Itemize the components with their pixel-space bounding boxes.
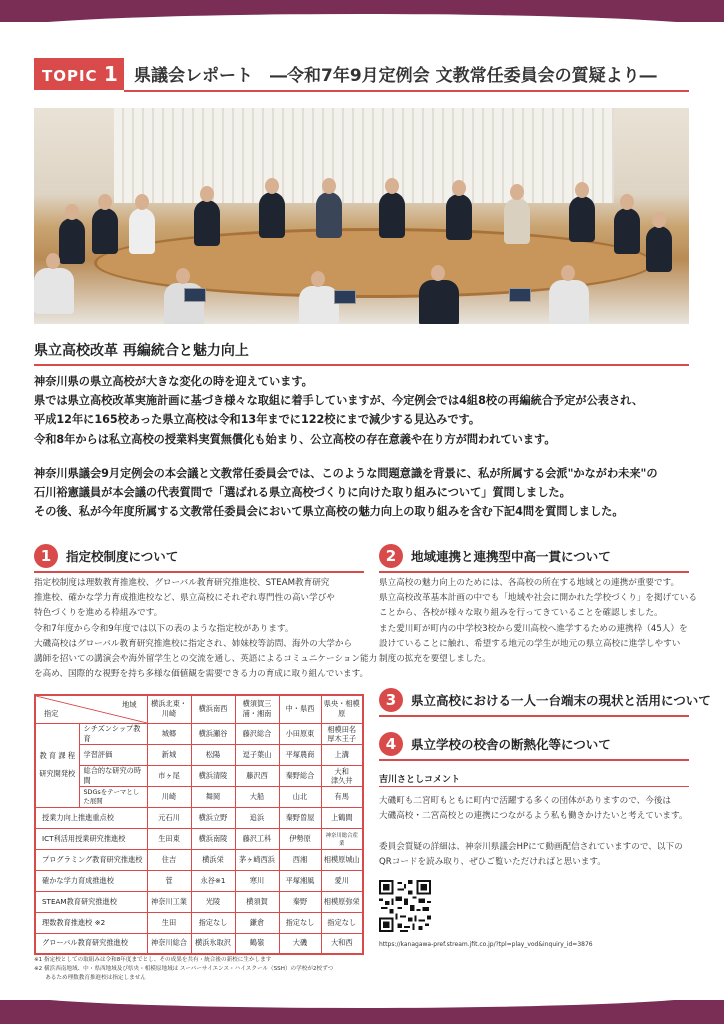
table-cell: 永谷※1 <box>191 870 235 891</box>
table-cell: 横浜瀬谷 <box>191 723 235 744</box>
committee-photo <box>34 108 689 324</box>
table-row <box>35 933 363 954</box>
photo-person <box>379 192 405 238</box>
body-line: 令和7年度から令和9年度では以下の表のような指定校があります。 <box>34 623 294 634</box>
qr-code[interactable] <box>379 880 431 932</box>
table-row <box>35 723 363 744</box>
item-divider <box>379 759 689 761</box>
table-corner-cell <box>35 695 147 723</box>
body-line: 大磯町も二宮町もともに町内で活躍する多くの団体がありますので、今後は <box>379 796 672 806</box>
table-row-label: 総合的な研究の時間 <box>79 765 147 786</box>
table-row-label: グローバル教育研究推進校 <box>35 933 147 954</box>
body-line: 委員会質疑の詳細は、神奈川県議会HPにて動画配信されていますので、以下の <box>379 842 683 852</box>
table-cell: 寒川 <box>235 870 279 891</box>
photo-head <box>311 271 325 287</box>
table-row-label: プログラミング教育研究推進校 <box>35 849 147 870</box>
table-row-label: 授業力向上推進重点校 <box>35 807 147 828</box>
table-header-cell: 横浜北東・川崎 <box>147 695 191 723</box>
table-header-cell: 横須賀三浦・湘南 <box>235 695 279 723</box>
photo-laptop <box>184 288 206 302</box>
table-cell: 大和西 <box>321 933 363 954</box>
table-row <box>35 786 363 807</box>
photo-head <box>322 178 336 194</box>
table-cell: 大和 津久井 <box>321 765 363 786</box>
table-cell: 川崎 <box>147 786 191 807</box>
table-cell: 逗子葉山 <box>235 744 279 765</box>
header-divider <box>124 90 689 92</box>
comment-divider <box>379 786 689 787</box>
body-line: 指定校制度は理数教育推進校、グローバル教育研究推進校、STEAM教育研究 <box>34 578 330 588</box>
table-cell: 新城 <box>147 744 191 765</box>
item-title: 地域連携と連携型中高一貫について <box>411 549 611 564</box>
section-title: 県立高校改革 再編統合と魅力向上 <box>34 343 249 359</box>
body-line: を高め、国際的な視野を持ち多様な価値観を需要できる力の育成に取り組んでいます。 <box>34 669 369 680</box>
photo-laptop <box>509 288 531 302</box>
body-line: 講師を招いての講演会や海外留学生との交流を通し、英語によるコミュニケーション能力 <box>34 654 378 665</box>
table-group-label: 教 育 課 程 研究開発校 <box>35 723 79 807</box>
table-cell: 城郷 <box>147 723 191 744</box>
photo-person <box>614 208 640 254</box>
section-divider <box>34 364 689 366</box>
table-row-label: シチズンシップ教育 <box>79 723 147 744</box>
photo-head <box>561 265 575 281</box>
item-divider <box>379 571 689 573</box>
top-band <box>0 0 724 22</box>
photo-laptop <box>334 290 356 304</box>
table-cell: 横浜清陵 <box>191 765 235 786</box>
footnote: ※2 横浜西南地域、中・県西地域及び県央・相模原地域は スーパーサイエンス・ハイスクール（SSH）の学校が2校ずつ <box>34 966 334 972</box>
body-line: ことから、各校が様々な取り組みを行ってきていることを確認しました。 <box>379 608 663 619</box>
table-cell: 山北 <box>279 786 321 807</box>
body-line: 県立高校改革基本計画の中でも「地域や社会に開かれた学校づくり」を掲げている <box>379 593 697 604</box>
table-cell: 上溝 <box>321 744 363 765</box>
table-cell: 藤沢西 <box>235 765 279 786</box>
table-cell: 藤沢工科 <box>235 828 279 849</box>
table-cell: 指定なし <box>321 912 363 933</box>
table-cell: 上鶴間 <box>321 807 363 828</box>
photo-person <box>299 286 339 324</box>
lead-line: 神奈川県議会9月定例会の本会議と文教常任委員会では、このような問題意識を背景に、私が所属する会派"かながわ未来"の <box>34 467 658 480</box>
table-cell: 相模原城山 <box>321 849 363 870</box>
table-header-region: 地域 <box>122 700 137 709</box>
table-cell: 小田原東 <box>279 723 321 744</box>
table-cell: 菅 <box>147 870 191 891</box>
lead-line: 神奈川県の県立高校が大きな変化の時を迎えています。 <box>34 375 313 388</box>
item-number-badge: 1 <box>34 544 58 568</box>
table-cell: 舞岡 <box>191 786 235 807</box>
bottom-band <box>0 1000 724 1024</box>
table-cell: 指定なし <box>191 912 235 933</box>
table-cell: 有馬 <box>321 786 363 807</box>
table-cell: 横浜栄 <box>191 849 235 870</box>
table-header-row <box>35 695 363 723</box>
table-cell: 追浜 <box>235 807 279 828</box>
photo-person <box>129 208 155 254</box>
photo-wall <box>114 108 614 203</box>
photo-head <box>176 268 190 284</box>
table-row <box>35 744 363 765</box>
topic-tag <box>34 58 124 90</box>
lead-line: 平成12年に165校あった県立高校は令和13年までに122校にまで減少する見込みです。 <box>34 413 481 427</box>
table-cell: 市ヶ尾 <box>147 765 191 786</box>
video-url[interactable]: https://kanagawa-pref.stream.jfit.co.jp/?tpl=play_vod&inquiry_id=3876 <box>379 941 593 948</box>
table-cell: 横浜南陵 <box>191 828 235 849</box>
table-cell: 生田東 <box>147 828 191 849</box>
table-header-designation: 指定 <box>44 708 59 718</box>
table-cell: 住吉 <box>147 849 191 870</box>
topic-tag-number: 1 <box>103 62 119 86</box>
table-cell: 指定なし <box>279 912 321 933</box>
table-cell: 平塚湘風 <box>279 870 321 891</box>
photo-person <box>34 268 74 314</box>
table-row <box>35 765 363 786</box>
photo-head <box>265 178 279 194</box>
item-2-heading <box>379 544 689 568</box>
table-row <box>35 807 363 828</box>
body-line: 大磯高校はグローバル教育研究推進校に指定され、姉妹校等訪問、海外の大学から <box>34 638 353 649</box>
table-footnotes <box>34 956 369 983</box>
table-cell: 大船 <box>235 786 279 807</box>
table-row <box>35 912 363 933</box>
table-cell: 横浜立野 <box>191 807 235 828</box>
photo-head <box>65 204 79 220</box>
table-cell: 松陽 <box>191 744 235 765</box>
body-line: QRコードを読み取り、ぜひご覧いただければと思います。 <box>379 857 606 868</box>
item-title: 指定校制度について <box>66 549 179 564</box>
table-row <box>35 828 363 849</box>
table-cell: 相模原弥栄 <box>321 891 363 912</box>
designated-school-table <box>34 694 364 955</box>
comment-title: 吉川さとしコメント <box>379 775 461 785</box>
item-number-badge: 4 <box>379 732 403 756</box>
photo-person <box>194 200 220 246</box>
table-cell: 神奈川工業 <box>147 891 191 912</box>
photo-head <box>46 253 60 269</box>
item-4-heading <box>379 732 689 756</box>
item-divider <box>379 715 689 717</box>
photo-person <box>549 280 589 324</box>
table-cell: 神奈川総合産業 <box>321 828 363 849</box>
body-line: 特色づくりを進める枠組みです。 <box>34 608 163 619</box>
table-cell: 茅ヶ崎西浜 <box>235 849 279 870</box>
item-1-body <box>34 576 378 682</box>
photo-person <box>569 196 595 242</box>
photo-head <box>652 212 666 228</box>
item-number-badge: 2 <box>379 544 403 568</box>
photo-head <box>98 194 112 210</box>
lead-line: 令和8年からは私立高校の授業料実質無償化も始まり、公立高校の存在意義や在り方が問われています。 <box>34 432 556 446</box>
footnote: ※1 指定校としての取組みは令和8年度までとし、その成果を共有・統合後の新校に生かします <box>34 957 272 963</box>
table-cell: 鎌倉 <box>235 912 279 933</box>
item-title: 県立高校における一人一台端末の現状と活用について <box>411 693 711 708</box>
photo-head <box>431 265 445 281</box>
footnote: あるため理数教育推進校は指定しません <box>34 975 146 981</box>
table-header-cell: 中・県西 <box>279 695 321 723</box>
table-cell: 光陵 <box>191 891 235 912</box>
topic-tag-text: TOPIC <box>42 67 98 85</box>
table-row-label: 理数教育推進校 ※2 <box>35 912 147 933</box>
table-cell: 鶴嶺 <box>235 933 279 954</box>
photo-person <box>259 192 285 238</box>
item-number-badge: 3 <box>379 688 403 712</box>
table-cell: 生田 <box>147 912 191 933</box>
table-cell: 横須賀 <box>235 891 279 912</box>
photo-head <box>620 194 634 210</box>
table-row <box>35 891 363 912</box>
table-cell: 平塚農商 <box>279 744 321 765</box>
photo-person <box>316 192 342 238</box>
photo-person <box>59 218 85 264</box>
table-cell: 秦野 <box>279 891 321 912</box>
photo-head <box>510 184 524 200</box>
page-title: 県議会レポート ―令和7年9月定例会 文教常任委員会の質疑より― <box>134 66 657 86</box>
table-row-label: SDGsをテーマとした展開 <box>79 786 147 807</box>
photo-head <box>575 182 589 198</box>
table-cell: 藤沢総合 <box>235 723 279 744</box>
item-1-heading <box>34 544 364 568</box>
table-cell: 横浜氷取沢 <box>191 933 235 954</box>
photo-head <box>385 178 399 194</box>
photo-person <box>92 208 118 254</box>
table-row-label: 学習評価 <box>79 744 147 765</box>
lead-line: その後、私が今年度所属する文教常任委員会において県立高校の魅力向上の取り組みを含む下記4問を質問しました。 <box>34 505 624 519</box>
comment-body-2 <box>379 840 699 870</box>
lead-paragraph-1 <box>34 372 714 449</box>
table-cell: 秦野総合 <box>279 765 321 786</box>
item-divider <box>34 571 364 573</box>
table-row-label: ICT利活用授業研究推進校 <box>35 828 147 849</box>
item-2-body <box>379 576 697 667</box>
body-line: 推進校、確かな学力育成推進校など、県立高校にそれぞれ専門性の高い学びや <box>34 593 335 604</box>
table-row-label: STEAM教育研究推進校 <box>35 891 147 912</box>
body-line: 大磯高校・二宮高校との連携につながるよう私も働きかけたいと考えています。 <box>379 811 688 822</box>
table-row <box>35 849 363 870</box>
table-cell: 愛川 <box>321 870 363 891</box>
photo-person <box>446 194 472 240</box>
table-cell: 元石川 <box>147 807 191 828</box>
table-cell: 相模田名 厚木王子 <box>321 723 363 744</box>
table-cell: 伊勢原 <box>279 828 321 849</box>
photo-person <box>419 280 459 324</box>
lead-paragraph-2 <box>34 464 714 522</box>
body-line: 設けていることに触れ、希望する地元の学生が地元の県立高校に進学しやすい <box>379 638 681 649</box>
item-3-heading <box>379 688 711 712</box>
lead-line: 石川裕憲議員が本会議の代表質問で「選ばれる県立高校づくりに向けた取り組みについて」質問しました。 <box>34 486 571 500</box>
photo-head <box>135 194 149 210</box>
body-line: 制度の拡充を要望しました。 <box>379 654 491 665</box>
photo-person <box>504 198 530 244</box>
comment-body <box>379 794 699 824</box>
table-cell: 西湘 <box>279 849 321 870</box>
table-cell: 神奈川総合 <box>147 933 191 954</box>
table-cell: 大磯 <box>279 933 321 954</box>
photo-head <box>452 180 466 196</box>
table-row <box>35 870 363 891</box>
table-row-label: 確かな学力育成推進校 <box>35 870 147 891</box>
table-header-cell: 県央・相模原 <box>321 695 363 723</box>
photo-head <box>200 186 214 202</box>
table-header-cell: 横浜南西 <box>191 695 235 723</box>
table-cell: 秦野曽屋 <box>279 807 321 828</box>
item-title: 県立学校の校舎の断熱化等について <box>411 737 611 752</box>
body-line: また愛川町が町内の中学校3校から愛川高校へ進学するための連携枠（45人）を <box>379 623 688 634</box>
body-line: 県立高校の魅力向上のためには、各高校の所在する地域との連携が重要です。 <box>379 578 680 588</box>
topic-header <box>34 58 689 92</box>
photo-person <box>646 226 672 272</box>
lead-line: 県では県立高校改革実施計画に基づき様々な取組に着手していますが、今定例会では4組8校の再編統合予定が公表され、 <box>34 394 644 408</box>
